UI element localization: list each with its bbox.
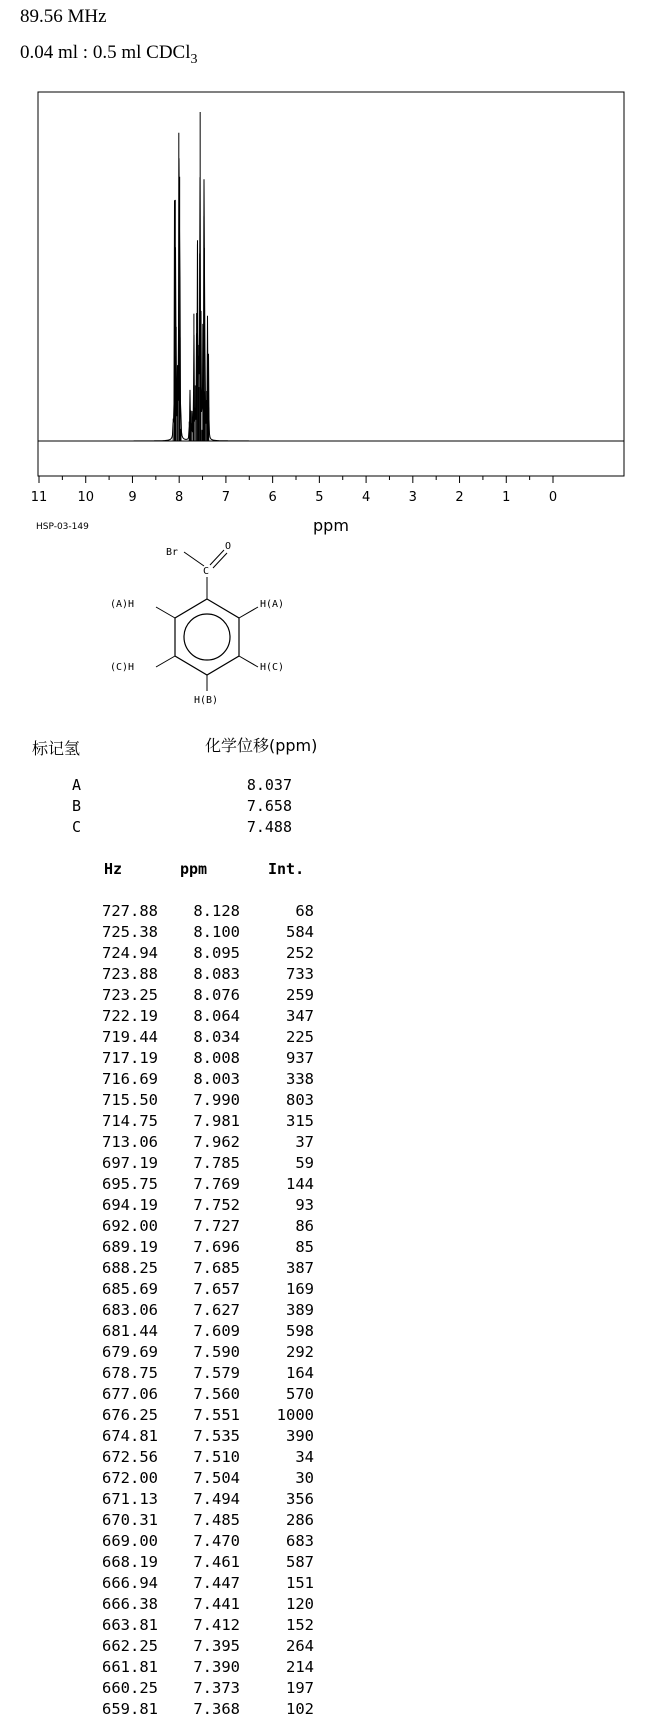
cell-hz: 695.75 — [102, 1175, 158, 1193]
assignment-shift: 7.658 — [246, 797, 292, 815]
cell-hz: 659.81 — [102, 1700, 158, 1718]
cell-hz: 678.75 — [102, 1364, 158, 1382]
cell-ppm: 7.785 — [193, 1154, 240, 1172]
cell-int: 34 — [295, 1448, 314, 1466]
assignment-shift: 8.037 — [246, 776, 292, 794]
cell-hz: 676.25 — [102, 1406, 158, 1424]
atom-o: O — [225, 541, 232, 552]
benzene-ring — [175, 599, 239, 675]
cell-int: 68 — [295, 902, 314, 920]
assignment-label: A — [72, 776, 82, 794]
cell-ppm: 7.395 — [193, 1637, 240, 1655]
cell-int: 292 — [286, 1343, 314, 1361]
cell-int: 214 — [286, 1658, 314, 1676]
cell-hz: 666.94 — [102, 1574, 158, 1592]
cell-int: 264 — [286, 1637, 314, 1655]
bond-h-a-left — [156, 607, 175, 618]
assignment-label: B — [72, 797, 82, 815]
cell-hz: 697.19 — [102, 1154, 158, 1172]
cell-int: 286 — [286, 1511, 314, 1529]
atom-c: C — [203, 566, 210, 577]
cell-ppm: 7.461 — [193, 1553, 240, 1571]
assignment-header-label: 标记氢 — [32, 739, 81, 758]
cell-ppm: 8.128 — [193, 902, 240, 920]
cell-ppm: 7.470 — [193, 1532, 240, 1550]
column-header-hz: Hz — [104, 860, 123, 878]
cell-int: 144 — [286, 1175, 314, 1193]
cell-ppm: 7.579 — [193, 1364, 240, 1382]
bond-h-c-right — [239, 656, 258, 667]
cell-int: 37 — [295, 1133, 314, 1151]
cell-int: 584 — [286, 923, 314, 941]
cell-ppm: 7.590 — [193, 1343, 240, 1361]
cell-ppm: 7.494 — [193, 1490, 240, 1508]
cell-hz: 669.00 — [102, 1532, 158, 1550]
cell-hz: 727.88 — [102, 902, 158, 920]
cell-int: 164 — [286, 1364, 314, 1382]
cell-hz: 662.25 — [102, 1637, 158, 1655]
atom-br: Br — [166, 547, 179, 558]
cell-ppm: 8.034 — [193, 1028, 240, 1046]
cell-int: 347 — [286, 1007, 314, 1025]
cell-ppm: 7.551 — [193, 1406, 240, 1424]
x-tick-label: 0 — [548, 490, 558, 505]
cell-ppm: 7.627 — [193, 1301, 240, 1319]
cell-hz: 668.19 — [102, 1553, 158, 1571]
cell-int: 85 — [295, 1238, 314, 1256]
cell-ppm: 7.657 — [193, 1280, 240, 1298]
sample-composition-subscript: 3 — [190, 51, 198, 67]
cell-int: 937 — [286, 1049, 314, 1067]
bond-c-br — [184, 552, 204, 566]
cell-ppm: 8.095 — [193, 944, 240, 962]
cell-hz: 713.06 — [102, 1133, 158, 1151]
atom-h-c-right: H(C) — [260, 662, 285, 673]
spectrum-code: HSP-03-149 — [36, 522, 89, 532]
assignment-label: C — [72, 818, 82, 836]
cell-hz: 714.75 — [102, 1112, 158, 1130]
cell-ppm: 7.368 — [193, 1700, 240, 1718]
cell-ppm: 8.008 — [193, 1049, 240, 1067]
x-tick-label: 3 — [408, 490, 417, 505]
cell-int: 152 — [286, 1616, 314, 1634]
bond-c-o-1 — [210, 550, 224, 565]
sample-composition-main: 0.04 ml : 0.5 ml CDCl — [20, 42, 191, 63]
cell-ppm: 7.727 — [193, 1217, 240, 1235]
cell-ppm: 8.100 — [193, 923, 240, 941]
sample-composition — [20, 42, 198, 68]
x-tick-label: 5 — [315, 490, 324, 505]
cell-hz: 723.88 — [102, 965, 158, 983]
plot-frame — [38, 92, 624, 476]
cell-int: 387 — [286, 1259, 314, 1277]
cell-ppm: 7.390 — [193, 1658, 240, 1676]
cell-ppm: 7.685 — [193, 1259, 240, 1277]
cell-int: 315 — [286, 1112, 314, 1130]
cell-ppm: 8.076 — [193, 986, 240, 1004]
cell-int: 338 — [286, 1070, 314, 1088]
cell-int: 259 — [286, 986, 314, 1004]
x-tick-label: 4 — [361, 490, 371, 505]
cell-int: 93 — [295, 1196, 314, 1214]
cell-hz: 683.06 — [102, 1301, 158, 1319]
x-tick-label: 10 — [77, 490, 95, 505]
nmr-spectrum-chart — [0, 80, 652, 520]
cell-int: 252 — [286, 944, 314, 962]
cell-ppm: 7.696 — [193, 1238, 240, 1256]
atom-h-c-left: (C)H — [110, 662, 135, 673]
cell-hz: 670.31 — [102, 1511, 158, 1529]
cell-ppm: 8.083 — [193, 965, 240, 983]
cell-ppm: 7.962 — [193, 1133, 240, 1151]
cell-int: 59 — [295, 1154, 314, 1172]
cell-hz: 725.38 — [102, 923, 158, 941]
assignment-shift: 7.488 — [246, 818, 292, 836]
cell-int: 169 — [286, 1280, 314, 1298]
cell-ppm: 7.535 — [193, 1427, 240, 1445]
x-tick-label: 7 — [221, 490, 231, 505]
cell-int: 587 — [286, 1553, 314, 1571]
cell-ppm: 8.064 — [193, 1007, 240, 1025]
cell-hz: 692.00 — [102, 1217, 158, 1235]
cell-int: 102 — [286, 1700, 314, 1718]
spectrometer-frequency: 89.56 MHz — [20, 6, 107, 27]
cell-int: 1000 — [276, 1406, 314, 1424]
cell-hz: 677.06 — [102, 1385, 158, 1403]
cell-int: 225 — [286, 1028, 314, 1046]
cell-hz: 666.38 — [102, 1595, 158, 1613]
cell-int: 733 — [286, 965, 314, 983]
cell-hz: 685.69 — [102, 1280, 158, 1298]
cell-hz: 672.00 — [102, 1469, 158, 1487]
cell-hz: 679.69 — [102, 1343, 158, 1361]
x-tick-label: 6 — [268, 490, 277, 505]
bond-h-c-left — [156, 656, 175, 667]
atom-h-a-right: H(A) — [260, 599, 285, 610]
cell-hz: 723.25 — [102, 986, 158, 1004]
cell-ppm: 7.412 — [193, 1616, 240, 1634]
spectrum-trace — [40, 158, 622, 441]
column-header-ppm: ppm — [180, 860, 208, 878]
cell-ppm: 7.990 — [193, 1091, 240, 1109]
cell-hz: 715.50 — [102, 1091, 158, 1109]
cell-ppm: 7.441 — [193, 1595, 240, 1613]
cell-hz: 681.44 — [102, 1322, 158, 1340]
x-tick-label: 8 — [175, 490, 184, 505]
cell-int: 389 — [286, 1301, 314, 1319]
cell-hz: 716.69 — [102, 1070, 158, 1088]
cell-ppm: 7.752 — [193, 1196, 240, 1214]
cell-hz: 661.81 — [102, 1658, 158, 1676]
cell-int: 120 — [286, 1595, 314, 1613]
cell-ppm: 7.560 — [193, 1385, 240, 1403]
x-tick-label: 9 — [128, 490, 137, 505]
cell-hz: 663.81 — [102, 1616, 158, 1634]
cell-int: 598 — [286, 1322, 314, 1340]
x-tick-label: 2 — [455, 490, 464, 505]
cell-ppm: 7.981 — [193, 1112, 240, 1130]
cell-int: 390 — [286, 1427, 314, 1445]
assignment-header-shift: 化学位移(ppm) — [205, 736, 318, 755]
assignment-row — [72, 818, 292, 836]
cell-hz: 671.13 — [102, 1490, 158, 1508]
cell-hz: 724.94 — [102, 944, 158, 962]
cell-hz: 719.44 — [102, 1028, 158, 1046]
atom-h-a-left: (A)H — [110, 599, 135, 610]
cell-ppm: 7.510 — [193, 1448, 240, 1466]
benzoyl-bromide-structure — [100, 540, 320, 730]
cell-hz: 674.81 — [102, 1427, 158, 1445]
cell-int: 570 — [286, 1385, 314, 1403]
cell-hz: 672.56 — [102, 1448, 158, 1466]
cell-ppm: 8.003 — [193, 1070, 240, 1088]
cell-ppm: 7.769 — [193, 1175, 240, 1193]
cell-ppm: 7.373 — [193, 1679, 240, 1697]
bond-c-o-2 — [213, 553, 227, 568]
x-axis-tick-labels — [31, 490, 557, 505]
x-tick-label: 1 — [502, 490, 511, 505]
bond-h-a-right — [239, 607, 258, 618]
column-header-int: Int. — [268, 860, 305, 878]
cell-hz: 689.19 — [102, 1238, 158, 1256]
cell-int: 86 — [295, 1217, 314, 1235]
x-axis-label: ppm — [313, 516, 349, 535]
aromatic-circle — [184, 614, 230, 660]
cell-int: 197 — [286, 1679, 314, 1697]
cell-ppm: 7.485 — [193, 1511, 240, 1529]
x-tick-label: 11 — [30, 490, 48, 505]
cell-int: 151 — [286, 1574, 314, 1592]
cell-hz: 694.19 — [102, 1196, 158, 1214]
cell-ppm: 7.504 — [193, 1469, 240, 1487]
cell-ppm: 7.447 — [193, 1574, 240, 1592]
cell-hz: 660.25 — [102, 1679, 158, 1697]
cell-hz: 722.19 — [102, 1007, 158, 1025]
cell-hz: 688.25 — [102, 1259, 158, 1277]
cell-int: 683 — [286, 1532, 314, 1550]
cell-hz: 717.19 — [102, 1049, 158, 1067]
atom-h-b: H(B) — [194, 695, 219, 706]
assignment-row — [72, 776, 292, 794]
cell-ppm: 7.609 — [193, 1322, 240, 1340]
cell-int: 356 — [286, 1490, 314, 1508]
cell-int: 803 — [286, 1091, 314, 1109]
assignment-row — [72, 797, 292, 815]
cell-int: 30 — [295, 1469, 314, 1487]
